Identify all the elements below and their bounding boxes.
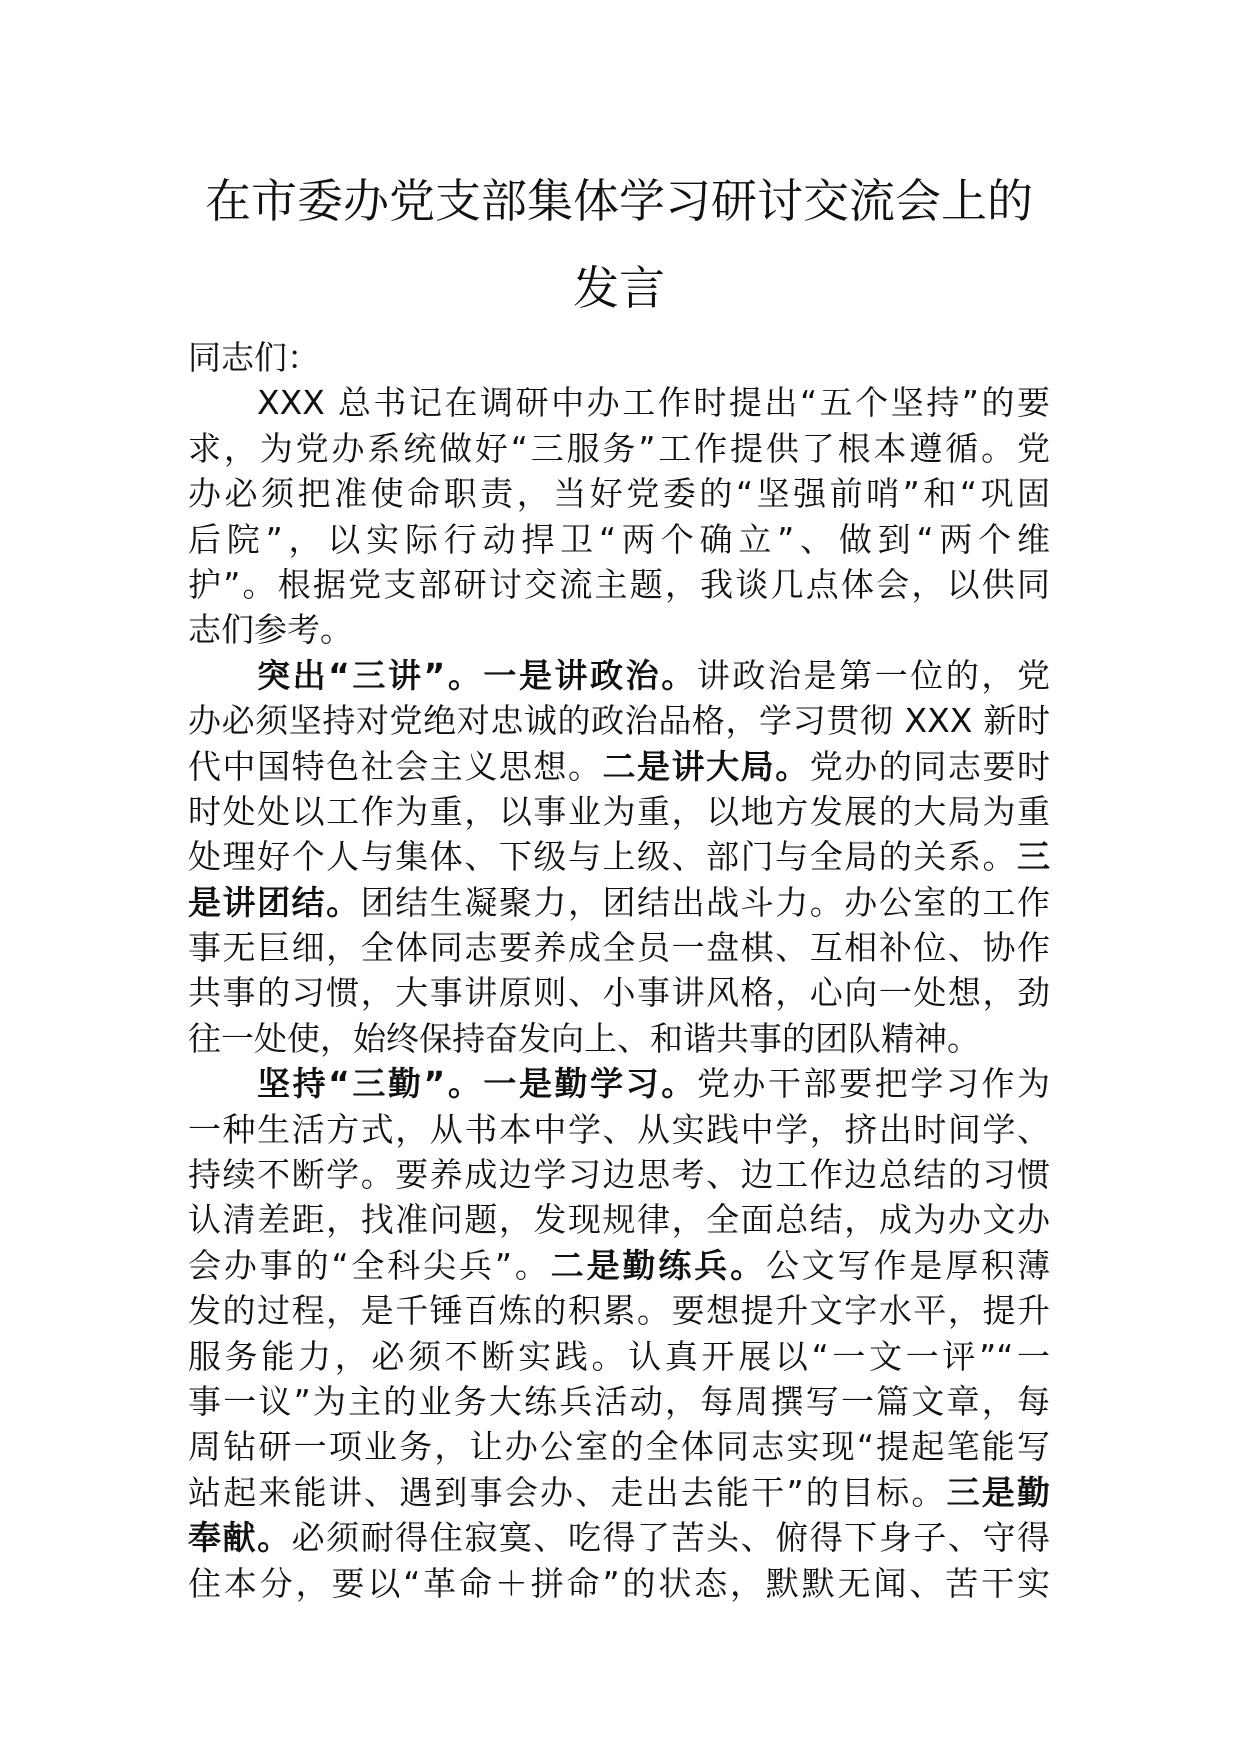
text-segment: 代中国特色社会主义思想。: [188, 746, 603, 786]
bold-lead-text: 三: [1017, 837, 1050, 877]
text-segment: 事无巨细，全体同志要养成全员一盘棋、互相补位、协作: [188, 928, 1050, 968]
text-segment: 一种生活方式，从书本中学、从实践中学，挤出时间学、: [188, 1109, 1050, 1149]
text-line: [188, 380, 1050, 425]
body-paragraph: [188, 653, 1050, 1062]
bold-lead-text: 突出“三讲”。一是讲政治。: [257, 655, 697, 695]
text-line: [188, 471, 1050, 516]
document-title: [188, 158, 1050, 332]
text-segment: XXX 总书记在调研中办工作时提出“五个坚持”的要: [257, 383, 1050, 423]
text-line: [188, 880, 1050, 925]
text-line: [188, 1561, 1050, 1606]
text-segment: 服务能力，必须不断实践。认真开展以“一文一评”“一: [188, 1336, 1050, 1376]
text-line: [188, 834, 1050, 879]
text-segment: 党办干部要把学习作为: [696, 1064, 1050, 1104]
title-line: 发言: [573, 261, 665, 315]
text-segment: 团结生凝聚力，团结出战斗力。办公室的工作: [360, 882, 1051, 922]
text-line: [188, 653, 1050, 698]
text-segment: 认清差距，找准问题，发现规律，全面总结，成为办文办: [188, 1200, 1050, 1240]
text-line: [188, 1470, 1050, 1515]
bold-lead-text: 三是勤: [946, 1472, 1051, 1512]
text-segment: 求，为党办系统做好“三服务”工作提供了根本遵循。党: [188, 428, 1050, 468]
text-line: [188, 1379, 1050, 1424]
text-line: [188, 1334, 1050, 1379]
text-line: [188, 1424, 1050, 1469]
text-segment: 周钻研一项业务，让办公室的全体同志实现“提起笔能写: [188, 1427, 1050, 1467]
text-segment: 时处处以工作为重，以事业为重，以地方发展的大局为重: [188, 791, 1050, 831]
text-segment: 办必须把准使命职责，当好党委的“坚强前哨”和“巩固: [188, 474, 1050, 514]
bold-lead-text: 坚持“三勤”。一是勤学习。: [257, 1064, 697, 1104]
text-line: [188, 607, 1050, 652]
text-line: [188, 1152, 1050, 1197]
text-segment: 共事的习惯，大事讲原则、小事讲风格，心向一处想，劲: [188, 973, 1050, 1013]
text-line: [188, 562, 1050, 607]
text-line: [188, 1107, 1050, 1152]
bold-lead-text: 是讲团结。: [188, 882, 361, 922]
text-segment: 往一处使，始终保持奋发向上、和谐共事的团队精神。: [188, 1018, 980, 1058]
text-segment: 住本分，要以“革命＋拼命”的状态，默默无闻、苦干实: [188, 1563, 1050, 1603]
text-segment: 会办事的“全科尖兵”。: [188, 1245, 551, 1285]
text-segment: 发的过程，是千锤百炼的积累。要想提升文字水平，提升: [188, 1291, 1050, 1331]
text-segment: 办必须坚持对党绝对忠诚的政治品格，学习贯彻 XXX 新时: [188, 701, 1050, 741]
text-segment: 站起来能讲、遇到事会办、走出去能干”的目标。: [188, 1472, 947, 1512]
text-segment: 后院”，以实际行动捍卫“两个确立”、做到“两个维: [188, 519, 1050, 559]
text-line: [188, 1243, 1050, 1288]
text-segment: 公文写作是厚积薄: [765, 1245, 1051, 1285]
text-line: [188, 1197, 1050, 1242]
text-segment: 护”。根据党支部研讨交流主题，我谈几点体会，以供同: [188, 564, 1050, 604]
text-line: [188, 1016, 1050, 1061]
text-segment: 持续不断学。要养成边学习边思考、边工作边总结的习惯: [188, 1155, 1050, 1195]
text-line: [188, 426, 1050, 471]
body-text: [188, 380, 1050, 1606]
bold-lead-text: 二是讲大局。: [602, 746, 810, 786]
text-segment: 处理好个人与集体、下级与上级、部门与全局的关系。: [188, 837, 1017, 877]
text-line: [188, 970, 1050, 1015]
text-line: [188, 1061, 1050, 1106]
body-paragraph: [188, 380, 1050, 652]
text-line: [188, 698, 1050, 743]
title-line: 在市委办党支部集体学习研讨交流会上的: [205, 174, 1033, 228]
bold-lead-text: 二是勤练兵。: [550, 1245, 766, 1285]
text-line: [188, 789, 1050, 834]
body-paragraph: [188, 1061, 1050, 1606]
salutation: 同志们：: [188, 338, 320, 377]
text-segment: 必须耐得住寂寞、吃得了苦头、俯得下身子、守得: [291, 1518, 1050, 1558]
text-line: [188, 517, 1050, 562]
text-segment: 讲政治是第一位的，党: [696, 655, 1050, 695]
text-line: [188, 1288, 1050, 1333]
text-line: [188, 744, 1050, 789]
text-segment: 事一议”为主的业务大练兵活动，每周撰写一篇文章，每: [188, 1381, 1050, 1421]
text-segment: 党办的同志要时: [809, 746, 1051, 786]
text-line: [188, 1515, 1050, 1560]
text-segment: 志们参考。: [188, 610, 353, 650]
bold-lead-text: 奉献。: [188, 1518, 292, 1558]
text-line: [188, 925, 1050, 970]
